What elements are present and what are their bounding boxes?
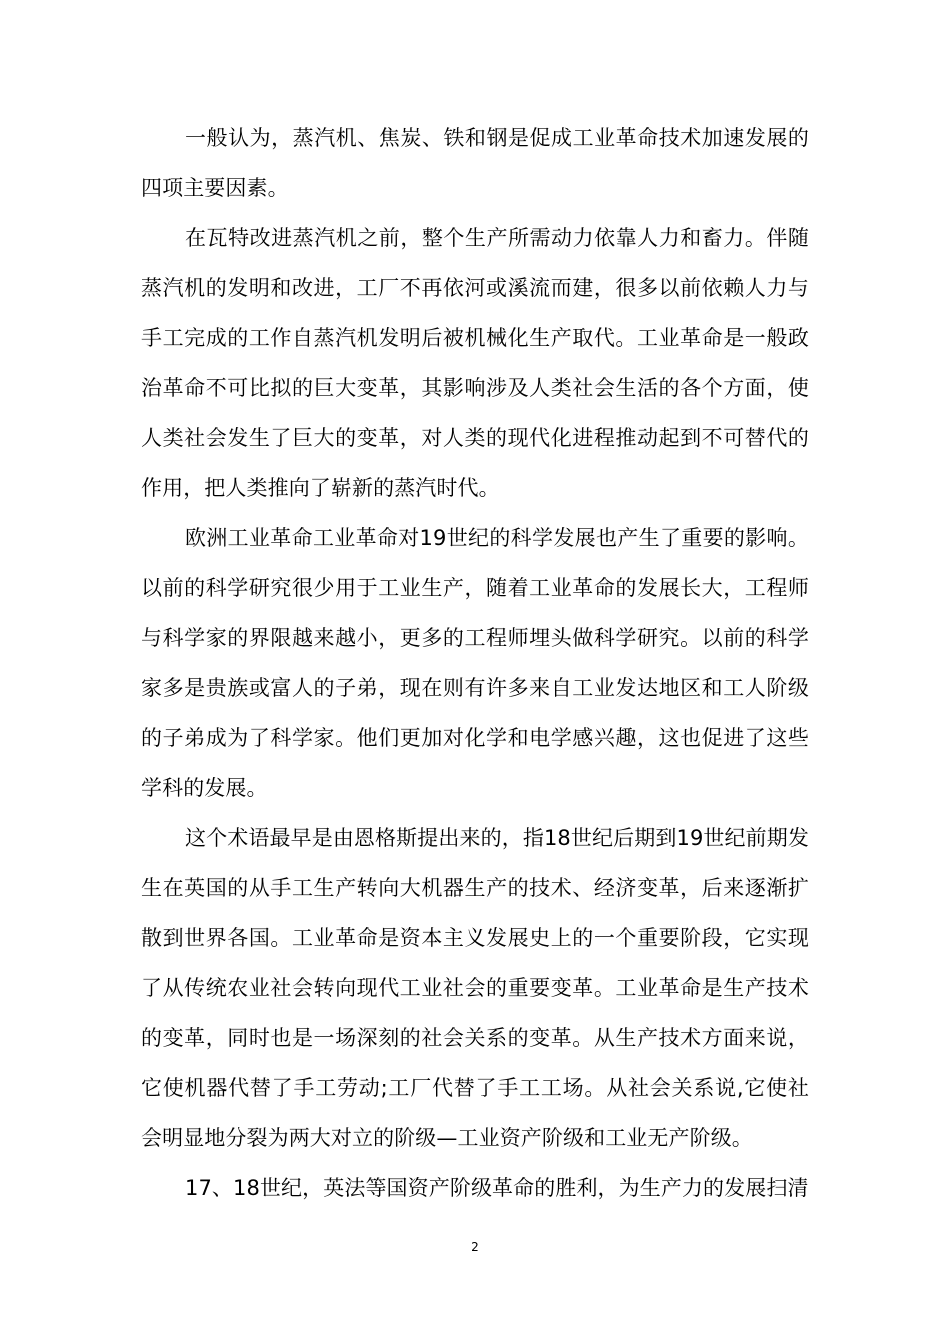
paragraph-steam-factors: 一般认为，蒸汽机、焦炭、铁和钢是促成工业革命技术加速发展的四项主要因素。	[141, 126, 809, 200]
document-body	[141, 113, 809, 1213]
page-number: 2	[471, 1240, 479, 1254]
paragraph-bourgeois-revolution: 17、18世纪，英法等国资产阶级革命的胜利，为生产力的发展扫清	[185, 1176, 809, 1200]
paragraph-science-impact: 欧洲工业革命工业革命对19世纪的科学发展也产生了重要的影响。以前的科学研究很少用于工业生产，随着工业革命的发展长大，工程师与科学家的界限越来越小，更多的工程师埋头做科学研究。以前的科学家多是贵族或富人的子弟，现在则有许多来自工业发达地区和工人阶级的子弟成为了科学家。他们更加对化学和电学感兴趣，这也促进了这些学科的发展。	[141, 526, 809, 800]
paragraph-watt-steam-engine: 在瓦特改进蒸汽机之前，整个生产所需动力依靠人力和畜力。伴随蒸汽机的发明和改进，工厂不再依河或溪流而建，很多以前依赖人力与手工完成的工作自蒸汽机发明后被机械化生产取代。工业革命是一般政治革命不可比拟的巨大变革，其影响涉及人类社会生活的各个方面，使人类社会发生了巨大的变革，对人类的现代化进程推动起到不可替代的作用，把人类推向了崭新的蒸汽时代。	[141, 226, 809, 500]
paragraph-term-origin: 这个术语最早是由恩格斯提出来的，指18世纪后期到19世纪前期发生在英国的从手工生产转向大机器生产的技术、经济变革，后来逐渐扩散到世界各国。工业革命是资本主义发展史上的一个重要阶段，它实现了从传统农业社会转向现代工业社会的重要变革。工业革命是生产技术的变革，同时也是一场深刻的社会关系的变革。从生产技术方面来说，它使机器代替了手工劳动;工厂代替了手工工场。从社会关系说,它使社会明显地分裂为两大对立的阶级—工业资产阶级和工业无产阶级。	[141, 826, 809, 1150]
